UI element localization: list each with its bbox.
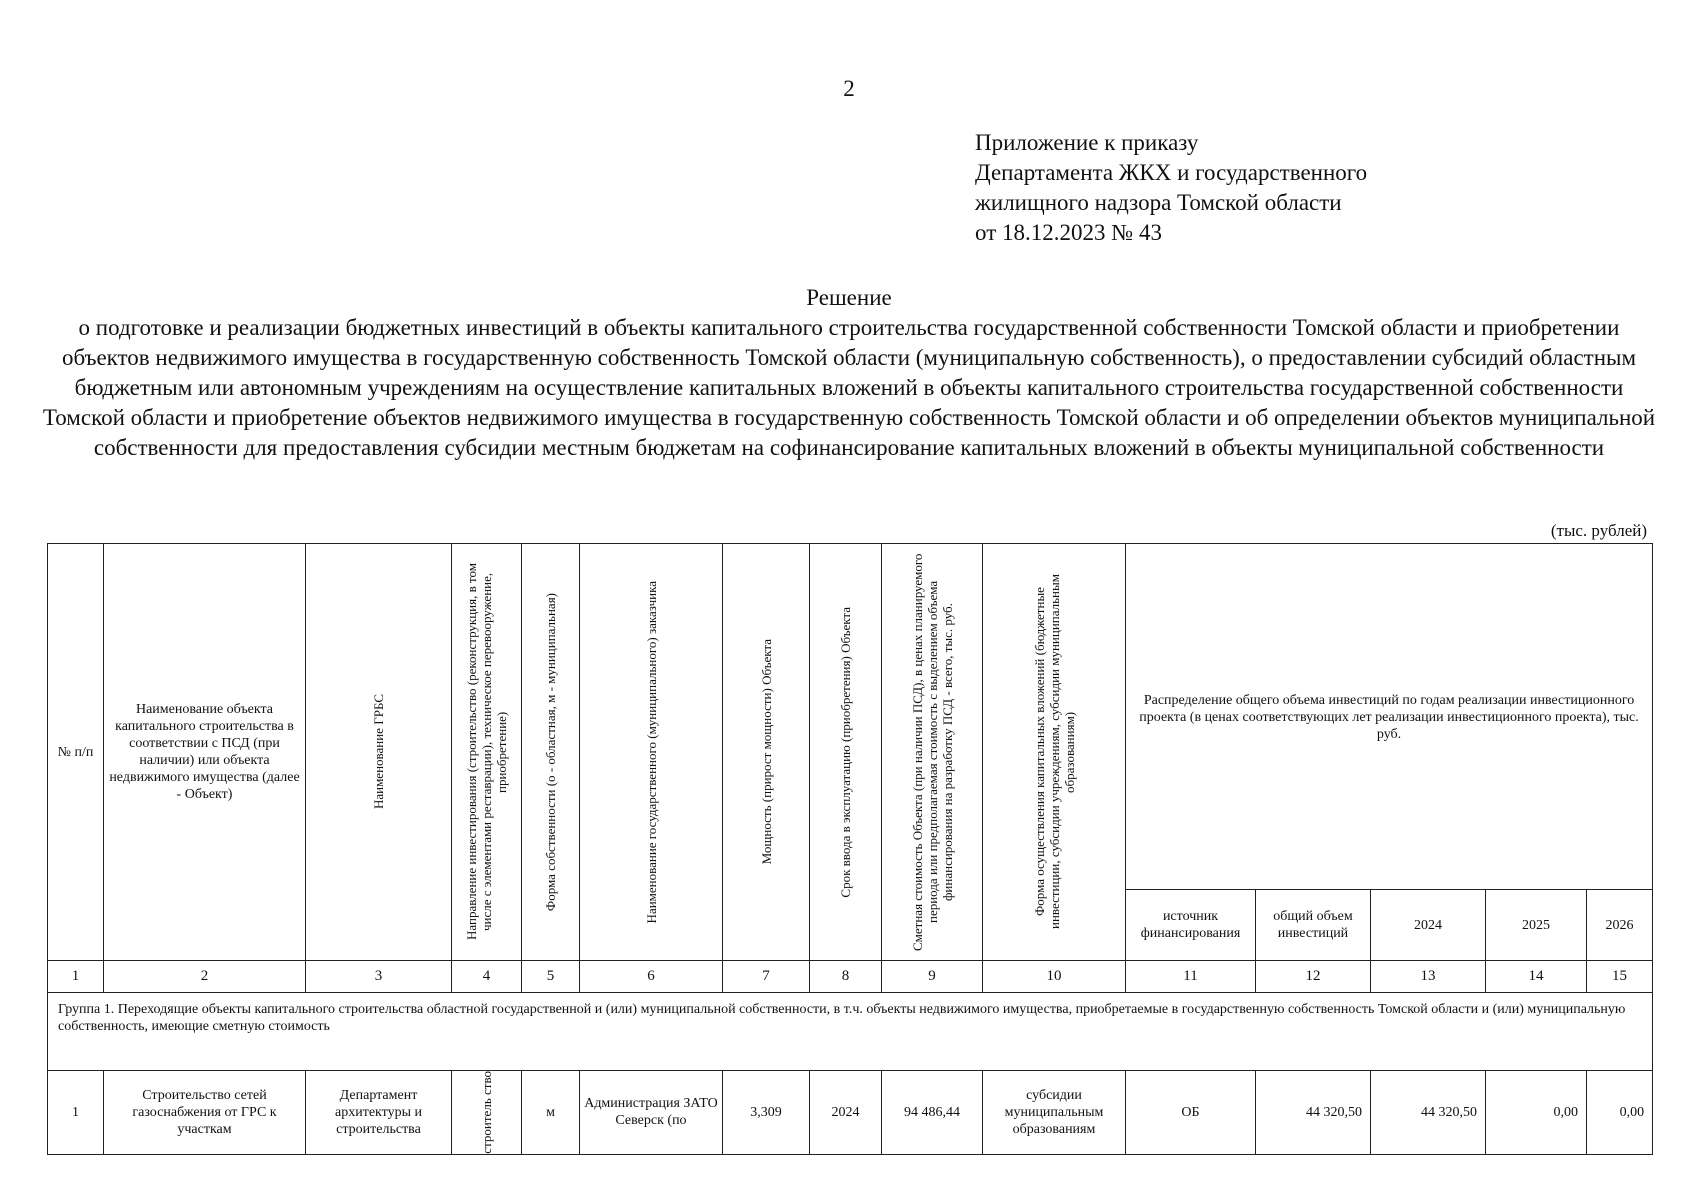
- appendix-line: Департамента ЖКХ и государственного: [975, 160, 1368, 185]
- header-term: [810, 544, 882, 961]
- document-subtitle: о подготовке и реализации бюджетных инвестиций в объекты капитального строительства государственной собственности Томской области и приобретении объектов недвижимого имущества в государственную собственность Томской области (муниципальную собственность), о предоставлении субсидий областным бюджетным или автономным учреждениям на осуществление капитальных вложений в объекты капитального строительства государственной собственности Томской области и приобретение объектов недвижимого имущества в государственную собственность Томской области и об определении объектов муниципальной собственности для предоставления субсидии местным бюджетам на софинансирование капитальных вложений в объекты муниципальной собственности: [42, 315, 1656, 460]
- header-direction: [452, 544, 522, 961]
- column-number: 15: [1587, 961, 1653, 993]
- row-term: 2024: [810, 1071, 882, 1155]
- header-grbs: [306, 544, 452, 961]
- row-customer: Администрация ЗАТО Северск (по: [580, 1071, 723, 1155]
- header-ownership: [522, 544, 580, 961]
- header-source: источник финансирования: [1126, 890, 1256, 961]
- units-label: (тыс. рублей): [1550, 521, 1647, 540]
- header-num: № п/п: [48, 544, 104, 961]
- header-form: [983, 544, 1126, 961]
- column-number: 2: [104, 961, 306, 993]
- header-form-text: Форма осуществления капитальных вложений (бюджетные инвестиции, субсидии учреждениям, субсидии муниципальным образованиям): [1031, 574, 1077, 930]
- row-source: ОБ: [1126, 1071, 1256, 1155]
- header-customer-text: Наименование государственного (муниципального) заказчика: [643, 580, 659, 924]
- header-2024: 2024: [1371, 890, 1486, 961]
- header-term-text: Срок ввода в эксплуатацию (приобретения) Объекта: [838, 606, 853, 898]
- column-number: 10: [983, 961, 1126, 993]
- header-customer: [580, 544, 723, 961]
- header-total: общий объем инвестиций: [1256, 890, 1371, 961]
- column-number: 8: [810, 961, 882, 993]
- header-capacity-text: Мощность (прирост мощности) Объекта: [758, 639, 774, 865]
- row-cost: 94 486,44: [882, 1071, 983, 1155]
- column-number: 11: [1126, 961, 1256, 993]
- header-object-name: Наименование объекта капитального строительства в соответствии с ПСД (при наличии) или объекта недвижимого имущества (далее - Объект): [104, 544, 306, 961]
- column-number: 9: [882, 961, 983, 993]
- column-number: 1: [48, 961, 104, 993]
- investment-table: [47, 543, 1653, 1155]
- header-ownership-text: Форма собственности (о - областная, м - муниципальная): [543, 592, 558, 912]
- row-2025: 0,00: [1486, 1071, 1587, 1155]
- column-number: 14: [1486, 961, 1587, 993]
- header-capacity: [723, 544, 810, 961]
- header-cost: [882, 544, 983, 961]
- header-2026: 2026: [1587, 890, 1653, 961]
- appendix-block: [975, 128, 1367, 248]
- row-total: 44 320,50: [1256, 1071, 1371, 1155]
- header-distribution: Распределение общего объема инвестиций по годам реализации инвестиционного проекта (в ценах соответствующих лет реализации инвестиционного проекта), тыс. руб.: [1126, 544, 1653, 890]
- appendix-line: Приложение к приказу: [975, 130, 1199, 155]
- row-2024: 44 320,50: [1371, 1071, 1486, 1155]
- group-title: Группа 1. Переходящие объекты капитального строительства областной государственной и (или) муниципальной собственности, в т.ч. объекты недвижимого имущества, приобретаемые в государственную собственность Томской области и (или) муниципальную собственность, имеющие сметную стоимость: [48, 993, 1653, 1071]
- document-title: Решение: [806, 285, 892, 310]
- row-form: субсидии муниципальным образованиям: [983, 1071, 1126, 1155]
- row-grbs: Департамент архитектуры и строительства: [306, 1071, 452, 1155]
- row-ownership: м: [522, 1071, 580, 1155]
- column-number: 7: [723, 961, 810, 993]
- appendix-line: от 18.12.2023 № 43: [975, 220, 1162, 245]
- header-direction-text: Направление инвестирования (строительство (реконструкция, в том числе с элементами реставрации), техническое перевооружение, приобретение): [464, 563, 509, 941]
- column-number: 3: [306, 961, 452, 993]
- header-cost-text: Сметная стоимость Объекта (при наличии ПСД), в ценах планируемого периода или предполагаемая стоимость с выделением объема финансирования на разработку ПСД - всего, тыс. руб.: [909, 553, 955, 951]
- column-number: 6: [580, 961, 723, 993]
- column-numbers-row: [48, 961, 1653, 993]
- column-number: 13: [1371, 961, 1486, 993]
- row-object-name: Строительство сетей газоснабжения от ГРС к участкам: [104, 1071, 306, 1155]
- header-row: [48, 544, 1653, 890]
- header-grbs-text: Наименование ГРБС: [371, 694, 386, 810]
- row-num: 1: [48, 1071, 104, 1155]
- appendix-line: жилищного надзора Томской области: [975, 190, 1342, 215]
- column-number: 4: [452, 961, 522, 993]
- column-number: 12: [1256, 961, 1371, 993]
- row-2026: 0,00: [1587, 1071, 1653, 1155]
- row-capacity: 3,309: [723, 1071, 810, 1155]
- row-direction: [452, 1071, 522, 1155]
- header-2025: 2025: [1486, 890, 1587, 961]
- page-number: 2: [843, 76, 855, 101]
- table-row: [48, 1071, 1653, 1155]
- group-row: [48, 993, 1653, 1071]
- column-number: 5: [522, 961, 580, 993]
- row-direction-text: строитель ство: [479, 1071, 494, 1154]
